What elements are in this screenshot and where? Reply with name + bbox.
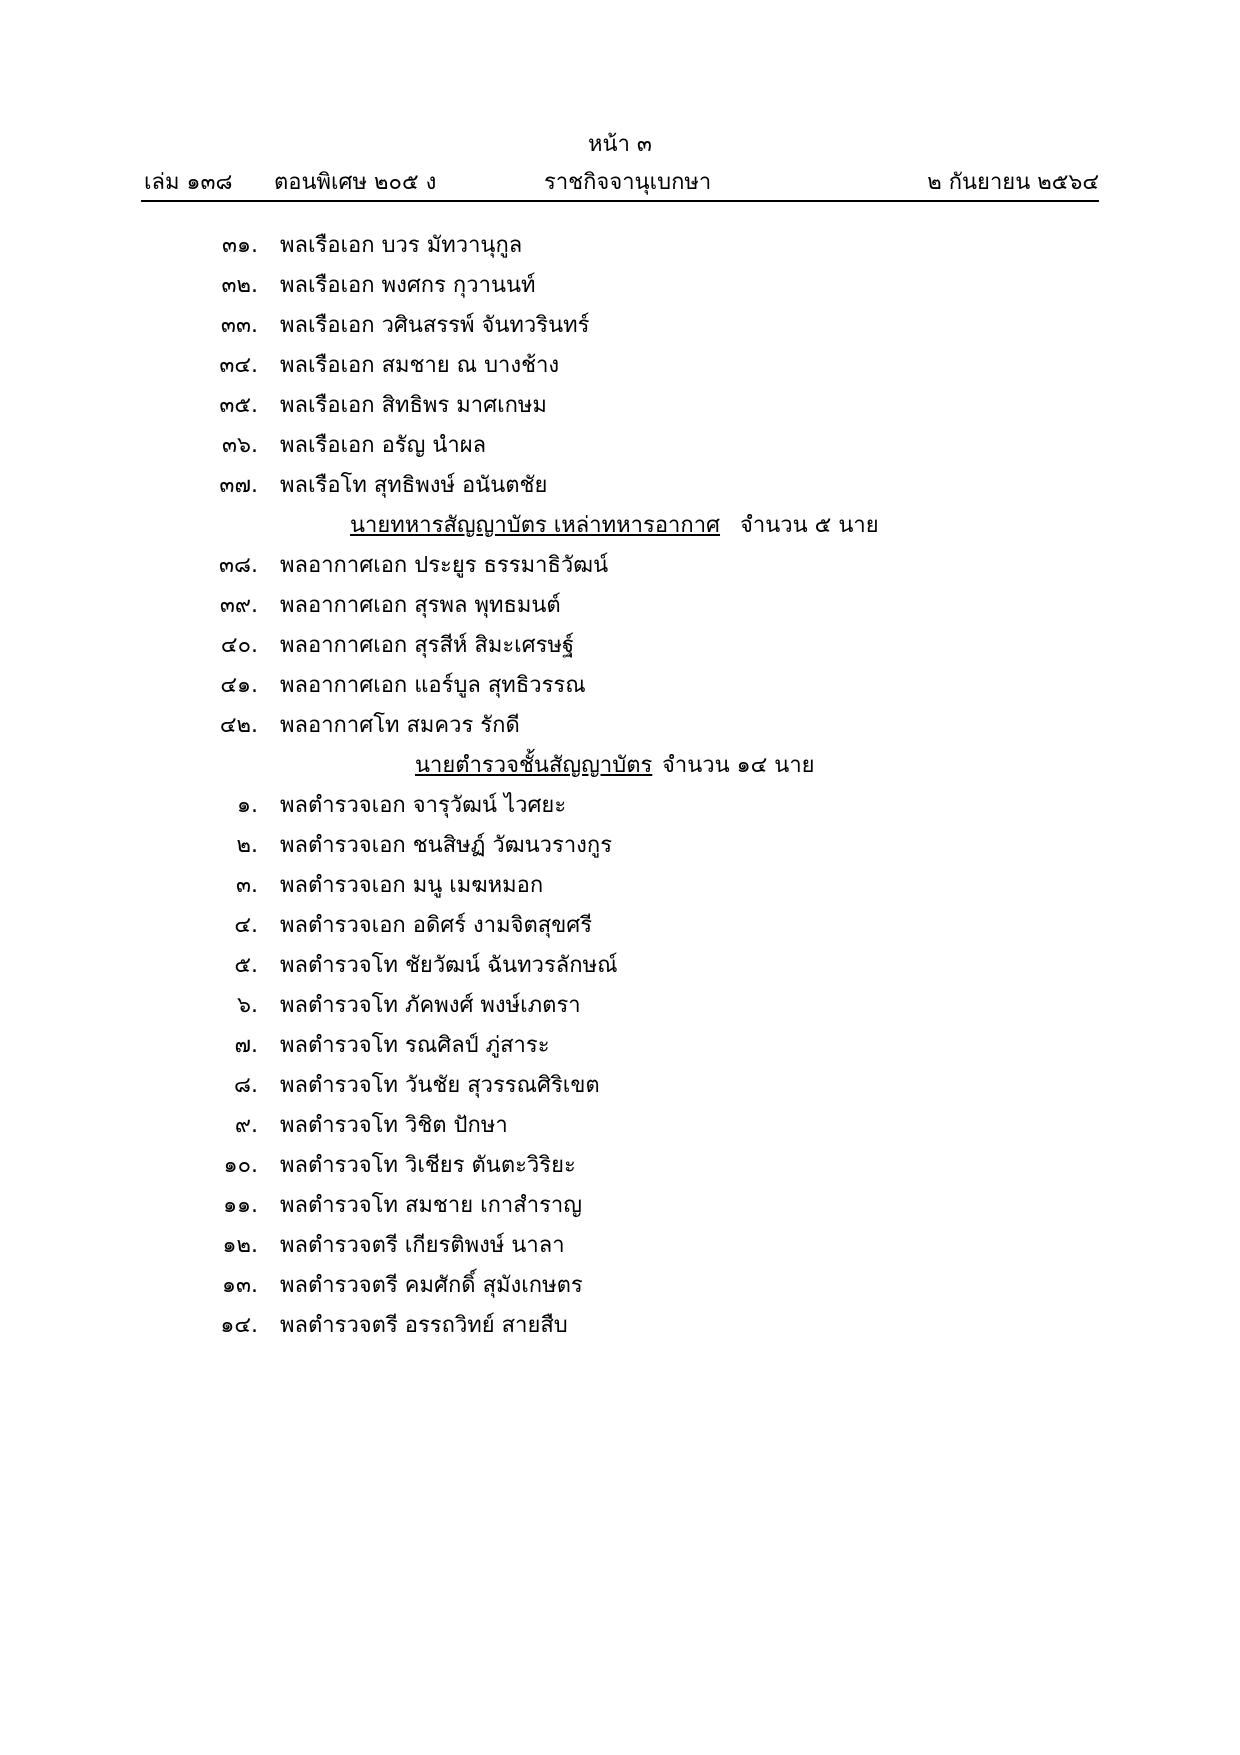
list-item-number: ๓. <box>235 873 258 898</box>
list-item-name: พลตำรวจตรี เกียรติพงษ์ นาลา <box>280 1233 565 1258</box>
list-item-number: ๓๗. <box>219 473 258 498</box>
list-item-name: พลตำรวจตรี คมศักดิ์ สุมังเกษตร <box>280 1273 583 1298</box>
name-list <box>0 226 1240 1346</box>
list-item-number: ๓๓. <box>220 313 258 338</box>
airforce-heading <box>0 506 1240 546</box>
list-item-number: ๓๕. <box>219 393 258 418</box>
list-item-name: พลตำรวจโท วิชิต ปักษา <box>280 1113 508 1138</box>
list-item-number: ๓๙. <box>219 593 258 618</box>
list-item-name: พลอากาศเอก สุรพล พุทธมนต์ <box>280 593 561 618</box>
list-item-name: พลเรือเอก สมชาย ณ บางช้าง <box>280 353 560 378</box>
list-item-number: ๓๖. <box>222 433 258 458</box>
list-item-number: ๑๒. <box>222 1233 258 1258</box>
issue-label: ตอนพิเศษ ๒๐๕ ง <box>274 170 437 195</box>
list-item-name: พลอากาศโท สมควร รักดี <box>280 713 520 738</box>
list-item-name: พลตำรวจเอก มนู เมฆหมอก <box>280 873 544 898</box>
list-item <box>0 466 1240 506</box>
list-item <box>0 1186 1240 1226</box>
list-item <box>0 1106 1240 1146</box>
list-item-number: ๔๑. <box>220 673 258 698</box>
list-item <box>0 1066 1240 1106</box>
navy-section <box>0 226 1240 506</box>
list-item-number: ๓๔. <box>219 353 258 378</box>
list-item <box>0 306 1240 346</box>
list-item-name: พลเรือเอก อรัญ นำผล <box>280 433 487 458</box>
police-section <box>0 786 1240 1346</box>
list-item-name: พลเรือโท สุทธิพงษ์ อนันตชัย <box>280 473 548 498</box>
list-item-number: ๔๒. <box>219 713 258 738</box>
list-item-name: พลอากาศเอก ประยูร ธรรมาธิวัฒน์ <box>280 553 609 578</box>
list-item <box>0 946 1240 986</box>
list-item-number: ๓๘. <box>218 553 258 578</box>
list-item-number: ๔. <box>234 913 258 938</box>
list-item <box>0 866 1240 906</box>
list-item <box>0 226 1240 266</box>
list-item-number: ๓๒. <box>221 273 258 298</box>
list-item <box>0 1226 1240 1266</box>
list-item-name: พลเรือเอก วศินสรรพ์ จันทวรินทร์ <box>280 313 590 338</box>
list-item <box>0 346 1240 386</box>
list-item-name: พลตำรวจโท สมชาย เกาสำราญ <box>280 1193 582 1218</box>
list-item-number: ๓๑. <box>222 233 258 258</box>
list-item-number: ๗. <box>234 1033 258 1058</box>
list-item-number: ๙. <box>234 1113 258 1138</box>
police-heading-title: นายตำรวจชั้นสัญญาบัตร <box>415 753 653 778</box>
list-item-number: ๑. <box>237 793 258 818</box>
airforce-heading-count: จำนวน ๕ นาย <box>740 513 879 538</box>
list-item <box>0 426 1240 466</box>
list-item <box>0 666 1240 706</box>
list-item <box>0 1146 1240 1186</box>
volume-label: เล่ม ๑๓๘ <box>144 170 233 195</box>
publication-date: ๒ กันยายน ๒๕๖๔ <box>927 170 1099 195</box>
page-number: หน้า ๓ <box>588 132 652 157</box>
list-item-name: พลเรือเอก สิทธิพร มาศเกษม <box>280 393 547 418</box>
header-rule <box>141 200 1099 202</box>
airforce-section <box>0 546 1240 746</box>
list-item-number: ๒. <box>236 833 258 858</box>
list-item-name: พลตำรวจเอก ชนสิษฏ์ วัฒนวรางกูร <box>280 833 613 858</box>
list-item-number: ๑๓. <box>222 1273 258 1298</box>
list-item-number: ๑๑. <box>223 1193 258 1218</box>
list-item <box>0 266 1240 306</box>
airforce-heading-title: นายทหารสัญญาบัตร เหล่าทหารอากาศ <box>350 513 721 538</box>
list-item <box>0 986 1240 1026</box>
list-item-number: ๑๔. <box>220 1313 258 1338</box>
list-item-name: พลอากาศเอก สุรสีห์ สิมะเศรษฐ์ <box>280 633 575 658</box>
list-item <box>0 586 1240 626</box>
list-item <box>0 626 1240 666</box>
gazette-title: ราชกิจจานุเบกษา <box>544 170 712 195</box>
list-item <box>0 386 1240 426</box>
list-item-name: พลตำรวจโท รณศิลป์ ภู่สาระ <box>280 1033 550 1058</box>
list-item-name: พลตำรวจเอก อดิศร์ งามจิตสุขศรี <box>280 913 593 938</box>
list-item-number: ๖. <box>237 993 258 1018</box>
list-item <box>0 546 1240 586</box>
list-item-number: ๔๐. <box>220 633 258 658</box>
police-heading-count: จำนวน ๑๔ นาย <box>662 753 815 778</box>
list-item <box>0 706 1240 746</box>
list-item <box>0 906 1240 946</box>
list-item <box>0 1026 1240 1066</box>
list-item-number: ๕. <box>234 953 258 978</box>
list-item-name: พลตำรวจโท ภัคพงศ์ พงษ์เภตรา <box>280 993 581 1018</box>
list-item-name: พลตำรวจโท วันชัย สุวรรณศิริเขต <box>280 1073 600 1098</box>
list-item-name: พลตำรวจโท ชัยวัฒน์ ฉันทวรลักษณ์ <box>280 953 618 978</box>
list-item <box>0 786 1240 826</box>
list-item <box>0 826 1240 866</box>
police-heading <box>0 746 1240 786</box>
list-item-name: พลเรือเอก พงศกร กุวานนท์ <box>280 273 536 298</box>
list-item-number: ๑๐. <box>223 1153 258 1178</box>
list-item-number: ๘. <box>234 1073 258 1098</box>
list-item <box>0 1306 1240 1346</box>
list-item-name: พลอากาศเอก แอร์บูล สุทธิวรรณ <box>280 673 586 698</box>
list-item-name: พลตำรวจโท วิเชียร ตันตะวิริยะ <box>280 1153 576 1178</box>
list-item-name: พลตำรวจเอก จารุวัฒน์ ไวศยะ <box>280 793 567 818</box>
list-item <box>0 1266 1240 1306</box>
list-item-name: พลเรือเอก บวร มัทวานุกูล <box>280 233 523 258</box>
list-item-name: พลตำรวจตรี อรรถวิทย์ สายสืบ <box>280 1313 568 1338</box>
